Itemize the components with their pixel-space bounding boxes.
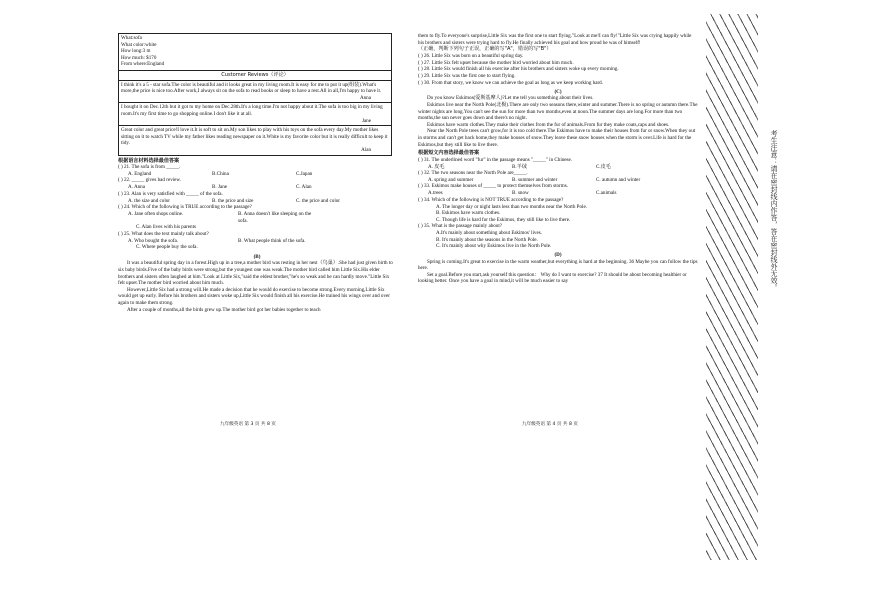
review-text: Great color and great price!I love it.It is soft to sit on.My son likes to play with his toys on the sofa every day.My mother likes sitting on it to watch TV while my father likes reading newspaper on it.White is my favorite color but it is really difficult to keep it tidy.	[121, 127, 388, 147]
answer-option: A. Jane often shops online.	[128, 211, 184, 218]
answer-option: C. autumn and winter	[596, 176, 641, 183]
answer-option: A. the size and color	[128, 197, 171, 204]
product-price: How much: $170	[121, 54, 157, 61]
question-stem: ( ) 23. Alan is very satisfied with _____ of the sofa.	[118, 190, 223, 197]
section-instructions: 根据语言材料选择最佳答案	[118, 157, 180, 164]
seal-line-hatching	[706, 14, 758, 560]
review-author: Jane	[361, 117, 371, 124]
passage-b-paragraph: After a couple of months,all the birds grew up.The mother bird got her babies together to teach	[127, 306, 321, 313]
review-author: Alan	[361, 146, 371, 153]
true-false-list	[418, 53, 698, 87]
true-false-item: ( ) 30. From that story, we know we can achieve the goal as long as we keep working hard.	[418, 79, 603, 86]
answer-option: A.It's mainly about something about Eskimos' lives.	[436, 230, 542, 237]
passage-b-paragraph: It was a beautiful spring day in a forest.High up in a tree,a mother bird was resting in her nest（鸟巢）.She had just given birth to six baby birds.Five of the baby birds were strong,but the youngest one was weak.The mother bird called him Little Six.His elder brothers and sisters often laughed at him."Look at Little Six,"said the eldest brother,"he's so weak and he can hardly move."Little Six felt upset.The mother bird worried about him much.	[118, 260, 393, 287]
answer-option: A. 皮毛	[428, 163, 445, 170]
question-stem: ( ) 24. Which of the following is TRUE according to the passage?	[118, 204, 252, 211]
true-false-item: ( ) 26. Little Six was born on a beautiful spring day.	[418, 52, 524, 59]
product-name: What:sofa	[121, 35, 142, 41]
left-question-list	[118, 164, 396, 251]
answer-option: A.trees	[428, 190, 443, 197]
review-author: Anna	[359, 94, 371, 101]
answer-option: A. England	[128, 170, 152, 177]
answer-option: B.China	[212, 170, 229, 177]
left-column	[118, 33, 396, 313]
passage-c-paragraph: Near the North Pole trees can't grow,for it is too cold there.The Eskimos have to make their houses from fur or snow.When they out in storms and can't get back home,they make houses of snow.They leave these snow houses when the storm is over.Life is hard for the Eskimos,but they still like to live there.	[418, 128, 696, 148]
passage-d-paragraph: Set a goal.Before you start,ask yourself this question： Why do I want to exercise? 37 It should be about becoming healthier or looking better. Once you have a goal in mind,it will be much easier to say	[418, 271, 687, 285]
section-b-label: (B)	[253, 253, 261, 260]
review-anna	[119, 80, 391, 103]
true-false-item: ( ) 27. Little Six felt upset because the mother bird worried about him much.	[418, 59, 574, 66]
answer-options	[118, 184, 396, 191]
answer-options	[118, 224, 396, 231]
question-stem: ( ) 31. The underlined word "fur" in the passage means "_____" in Chinese.	[418, 156, 573, 163]
answer-option: B. It's mainly about the seasons in the North Pole.	[436, 236, 538, 243]
right-question-list	[418, 157, 698, 250]
answer-option: A. Who bought the sofa.	[128, 237, 178, 244]
answer-option: B. What people think of the sofa.	[238, 237, 306, 244]
answer-option: B. snow	[512, 190, 529, 197]
answer-option: C. It's mainly about why Eskimos live in the North Pole.	[436, 243, 552, 250]
answer-options	[418, 204, 698, 211]
page-footer-left: 九年级英语 第 3 页 共 8 页	[220, 422, 276, 427]
question-stem: ( ) 35. What is the passage mainly about?	[418, 223, 503, 230]
passage-b-paragraph: However,Little Six had a strong will.He made a decision that he would do exercise to become strong.Every morning,Little Six would get up early. Before his brothers and sisters woke up,Little Six would finish all his exercise.He trained his wings over and over again to make them strong.	[118, 286, 390, 306]
answer-option: C. Alan	[296, 184, 312, 191]
product-origin: From where:England	[121, 61, 165, 68]
answer-option: C.animals	[596, 190, 617, 197]
seal-line-notice: 考生注意：请在密封线内作答，答在密封线外无效。	[770, 130, 778, 291]
product-length: How long:3 m	[121, 48, 151, 55]
answer-options	[418, 210, 698, 217]
answer-option: B. the price and size	[212, 197, 254, 204]
answer-option: C.Japan	[296, 170, 313, 177]
right-column	[418, 33, 698, 285]
answer-option: C. the price and color	[296, 197, 340, 204]
question-stem: ( ) 25. What does the text mainly talk about?	[118, 230, 209, 237]
answer-option: A. spring and summer	[428, 176, 474, 183]
passage-c-paragraph: Eskimos live near the North Pole(北极).There are only two seasons there,winter and summer.There is no spring or autumn there.The winter nights are long.You can't see the sun for more than two months,even at noon.The summer days are long.For more than two months,the sun never goes down and there's no night.	[418, 101, 698, 122]
passage-d-paragraph: Spring is coming.It's great to exercise in the warm weather,but everything is hard at the beginning. 36 Maybe you can follow the tips here.	[418, 258, 698, 272]
answer-option: A. The longer day or night lasts less than two months near the North Pole.	[436, 203, 587, 210]
reviews-title: Customer Reviews（评论）	[221, 71, 289, 78]
answer-option: C. Though life is hard for the Eskimos, they still like to live there.	[436, 216, 571, 223]
answer-options	[118, 211, 396, 224]
answer-option: C.皮毛	[596, 163, 611, 170]
true-false-item: ( ) 29. Little Six was the first one to start flying.	[418, 73, 516, 80]
answer-option: B. Jane	[212, 184, 227, 191]
answer-option: B.羊绒	[512, 163, 527, 170]
passage-c-paragraph: Do you know Eskimos(爱斯基摩人)?Let me tell you something about their lives.	[427, 95, 594, 102]
product-info-box	[118, 33, 392, 156]
section-instructions: 根据短文内容选择最佳答案	[418, 150, 480, 157]
answer-options	[418, 230, 698, 237]
answer-option: B. Eskimos have warm clothes.	[436, 210, 501, 217]
answer-option: C. Alan lives with his parents	[136, 224, 196, 231]
product-info	[119, 34, 391, 70]
true-false-instructions: （正确，判断下列句子正误，正确的写"A"，错误的写"B"）	[418, 46, 552, 53]
answer-option: B. summer and winter	[512, 176, 558, 183]
section-d-label: (D)	[554, 252, 562, 259]
question-stem: ( ) 21. The sofa is from _____.	[118, 164, 181, 171]
answer-option: A. Anna	[128, 184, 145, 191]
answer-options	[418, 237, 698, 244]
review-text: I bought it on Dec.12th but it got to my home on Dec.28th.It's a long time.I'm not happy about it.The sofa is too big in my living room.It's my first time to go shopping online.I don't like it at all.	[121, 104, 383, 117]
answer-option: C. Where people buy the sofa.	[136, 244, 198, 251]
question-stem: ( ) 32. The two seasons near the North Pole are_____.	[418, 170, 528, 177]
page-footer-right: 九年级英语 第 4 页 共 8 页	[522, 422, 578, 427]
review-text: I think it's a 5 - star sofa.The color is beautiful and it looks great in my living room.It is easy for me to put it up(组装).What's more,the price is nice too.After work,I always sit on the sofa to read books or sleep to have a rest.All in all,I'm happy to have it.	[121, 81, 382, 95]
review-jane	[119, 102, 391, 125]
question-stem: ( ) 33. Eskimos make houses of _____ to protect themselves from storms.	[418, 183, 568, 190]
question-stem: ( ) 34. Which of the following is NOT TRUE according to the passage?	[418, 196, 564, 203]
answer-options	[118, 244, 396, 251]
question-stem: ( ) 22. _____ gives bad review.	[118, 177, 182, 184]
answer-option: B. Anna doesn't like sleeping on the sofa.	[238, 211, 312, 224]
true-false-item: ( ) 28. Little Six would finish all his exercise after his brothers and sisters woke up every morning.	[418, 66, 619, 73]
section-c-label: (C)	[554, 88, 562, 95]
reviews-title-row	[119, 70, 391, 80]
passage-b-continuation: them to fly.To everyone's surprise,Little Six was the first one to start flying."Look at me!I can fly!"Little Six was crying happily while his brothers and sisters were trying hard to fly.He finally achieved his goal and how proud he was of himself!	[418, 33, 692, 46]
passage-c-paragraph: Eskimos have warm clothes.They make their clothes from the fur of animals.From fur they make coats,caps and shoes.	[427, 121, 670, 128]
answer-options	[418, 243, 698, 250]
review-alan	[119, 125, 391, 154]
answer-options	[418, 190, 698, 197]
product-color: What color:white	[121, 41, 157, 48]
